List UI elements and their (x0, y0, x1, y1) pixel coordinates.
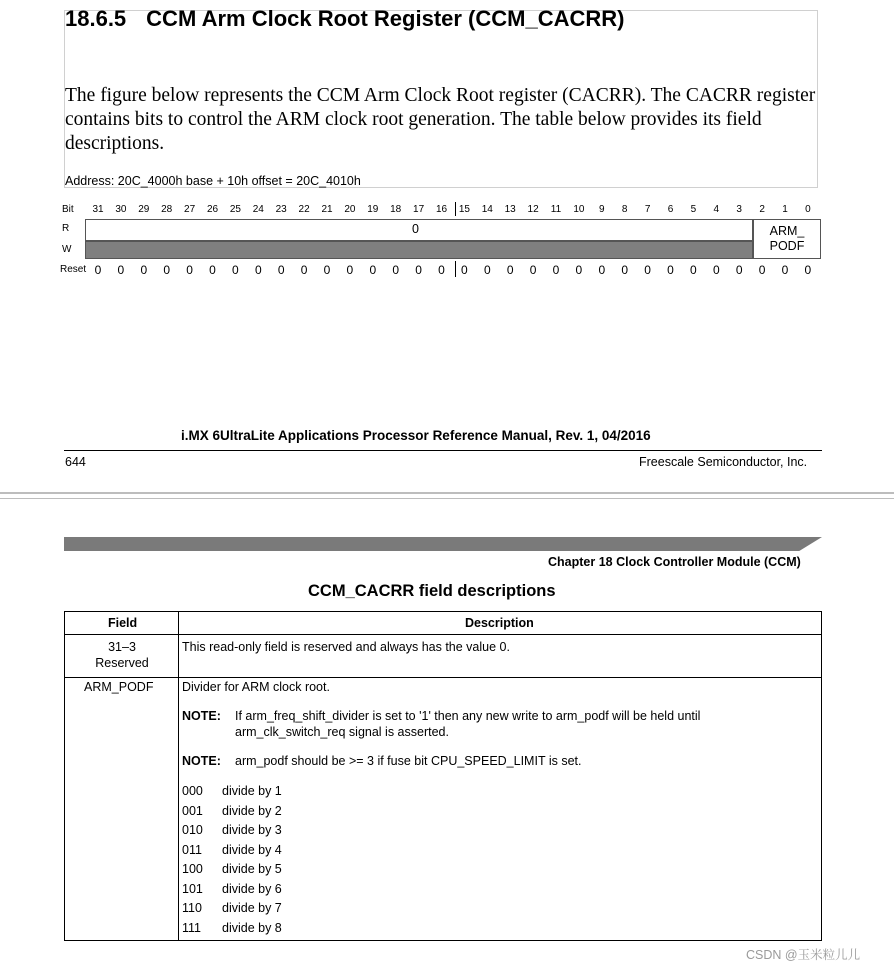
note1-text-line1: If arm_freq_shift_divider is set to '1' then any new write to arm_podf will be held until (235, 709, 701, 723)
reset-value: 0 (667, 263, 674, 277)
row1-field-name: Reserved (95, 656, 149, 670)
divider-text: divide by 4 (222, 842, 282, 857)
header-description: Description (465, 616, 534, 630)
bit-number: 0 (805, 204, 811, 215)
chapter-title: Chapter 18 Clock Controller Module (CCM) (548, 555, 801, 569)
divider-code: 000 (182, 784, 203, 798)
reset-value: 0 (140, 263, 148, 277)
bit-number: 17 (413, 204, 425, 215)
bit-number: 2 (759, 204, 765, 215)
bit-number: 31 (92, 204, 104, 215)
divider-text: divide by 8 (222, 920, 282, 935)
divider-text: divide by 7 (222, 901, 282, 915)
bit-number: 16 (435, 204, 448, 215)
section-heading (65, 6, 625, 32)
table-title: CCM_CACRR field descriptions (308, 582, 556, 600)
reset-value: 0 (483, 263, 491, 277)
bit-number: 18 (390, 204, 402, 215)
row1-field (94, 639, 150, 671)
reset-value: 0 (735, 263, 743, 277)
divider-row (182, 882, 282, 896)
reset-value: 0 (254, 263, 262, 277)
bit-number: 21 (321, 204, 333, 215)
reset-value: 0 (209, 263, 216, 277)
divider-row (182, 843, 282, 857)
section-number: 18.6.5 (65, 6, 127, 31)
divider-row (182, 901, 282, 915)
row-rule (65, 677, 821, 678)
divider-row (182, 823, 282, 837)
divider-row (182, 804, 282, 818)
bit-number: 6 (667, 204, 674, 215)
reset-value: 0 (415, 263, 422, 277)
divider-row (182, 921, 282, 935)
bit-number: 15 (458, 204, 470, 215)
bit-number: 26 (206, 204, 219, 215)
divider-code: 110 (182, 901, 202, 915)
reset-value: 0 (323, 263, 331, 277)
page-number: 644 (65, 455, 86, 469)
bit-number: 9 (599, 204, 605, 215)
bit-number: 13 (504, 204, 516, 215)
footer-rule (64, 450, 822, 451)
bit-number: 27 (184, 204, 196, 215)
divider-code: 001 (182, 803, 203, 818)
watermark: CSDN @玉米粒儿儿 (746, 948, 861, 962)
page-separator (0, 492, 894, 494)
note1-label: NOTE: (182, 709, 221, 723)
row2-field: ARM_PODF (84, 680, 154, 694)
reset-value: 0 (369, 263, 377, 277)
reset-value: 0 (117, 263, 125, 277)
column-divider (178, 612, 179, 940)
divider-code: 100 (182, 862, 203, 876)
field-name-line2: PODF (769, 239, 805, 253)
reserved-read-value: 0 (412, 222, 419, 236)
company-name: Freescale Semiconductor, Inc. (639, 455, 808, 469)
row1-field-bits: 31–3 (108, 640, 136, 654)
arm-podf-field (753, 219, 821, 259)
reset-value: 0 (300, 263, 308, 277)
divider-text: divide by 5 (222, 862, 282, 876)
divider-code: 111 (182, 920, 202, 935)
field-description-table (64, 611, 822, 941)
bit-number: 12 (527, 204, 539, 215)
field-name-line1: ARM_ (769, 224, 805, 238)
bit-number: 3 (736, 204, 742, 215)
half-divider-top (455, 202, 456, 216)
reset-row-label: Reset (60, 264, 87, 275)
note2-label: NOTE: (182, 754, 221, 768)
reset-value: 0 (94, 263, 102, 277)
reset-value: 0 (621, 263, 629, 277)
reset-value: 0 (690, 263, 697, 277)
reset-value: 0 (758, 263, 766, 277)
bit-number: 30 (115, 204, 127, 215)
bit-number: 5 (690, 204, 697, 215)
page-separator-line (0, 498, 894, 499)
reset-value: 0 (438, 263, 445, 277)
reset-value: 0 (506, 263, 514, 277)
bit-number: 23 (275, 204, 287, 215)
divider-row (182, 784, 282, 798)
chapter-bar (64, 537, 822, 551)
register-address: Address: 20C_4000h base + 10h offset = 20C_4010h (65, 174, 361, 188)
reset-value: 0 (392, 263, 400, 277)
register-write-row (85, 241, 753, 259)
divider-text: divide by 3 (222, 823, 282, 837)
reset-value: 0 (804, 263, 812, 277)
reset-value: 0 (461, 263, 468, 277)
divider-text: divide by 6 (222, 881, 282, 896)
bit-number: 25 (229, 204, 241, 215)
reset-value: 0 (186, 263, 193, 277)
row2-description: Divider for ARM clock root. (182, 680, 330, 694)
bit-number: 8 (621, 204, 628, 215)
divider-code: 010 (182, 823, 203, 837)
note1-text-line2: arm_clk_switch_req signal is asserted. (235, 725, 449, 739)
reset-value: 0 (277, 263, 285, 277)
divider-text: divide by 1 (222, 784, 282, 798)
bit-number: 28 (161, 204, 173, 215)
header-rule (65, 634, 821, 635)
bit-number: 29 (138, 204, 150, 215)
row1-description: This read-only field is reserved and always has the value 0. (182, 640, 510, 654)
bit-row-label: Bit (62, 204, 74, 215)
bit-number: 14 (481, 204, 493, 215)
reset-value: 0 (232, 263, 239, 277)
register-read-row (85, 219, 753, 241)
bit-number: 4 (713, 204, 720, 215)
bit-number: 7 (644, 204, 651, 215)
intro-paragraph: The figure below represents the CCM Arm Clock Root register (CACRR). The CACRR register contains bits to control the ARM clock root generation. The table below provides its field descriptions. (65, 85, 816, 154)
reset-value: 0 (575, 263, 583, 277)
divider-code: 011 (182, 842, 202, 857)
bit-number: 11 (550, 204, 562, 215)
reset-value: 0 (781, 263, 789, 277)
reset-value: 0 (598, 263, 606, 277)
bit-number: 24 (252, 204, 264, 215)
write-row-label: W (62, 244, 72, 255)
reset-value: 0 (346, 263, 354, 277)
bit-number: 20 (344, 204, 356, 215)
bit-number: 1 (782, 204, 788, 215)
reset-value: 0 (552, 263, 560, 277)
reset-value: 0 (644, 263, 651, 277)
reset-value: 0 (163, 263, 171, 277)
divider-text: divide by 2 (222, 803, 282, 818)
header-field: Field (108, 616, 138, 630)
read-row-label: R (62, 223, 70, 234)
bit-number: 22 (298, 204, 310, 215)
reset-value: 0 (529, 263, 537, 277)
section-title: CCM Arm Clock Root Register (CCM_CACRR) (146, 6, 625, 31)
divider-code: 101 (182, 881, 203, 896)
note2-text: arm_podf should be >= 3 if fuse bit CPU_SPEED_LIMIT is set. (235, 754, 582, 768)
divider-row (182, 862, 282, 876)
bit-number: 19 (367, 204, 379, 215)
manual-title: i.MX 6UltraLite Applications Processor Reference Manual, Rev. 1, 04/2016 (181, 428, 651, 443)
reset-value: 0 (712, 263, 720, 277)
bit-number: 10 (573, 204, 585, 215)
